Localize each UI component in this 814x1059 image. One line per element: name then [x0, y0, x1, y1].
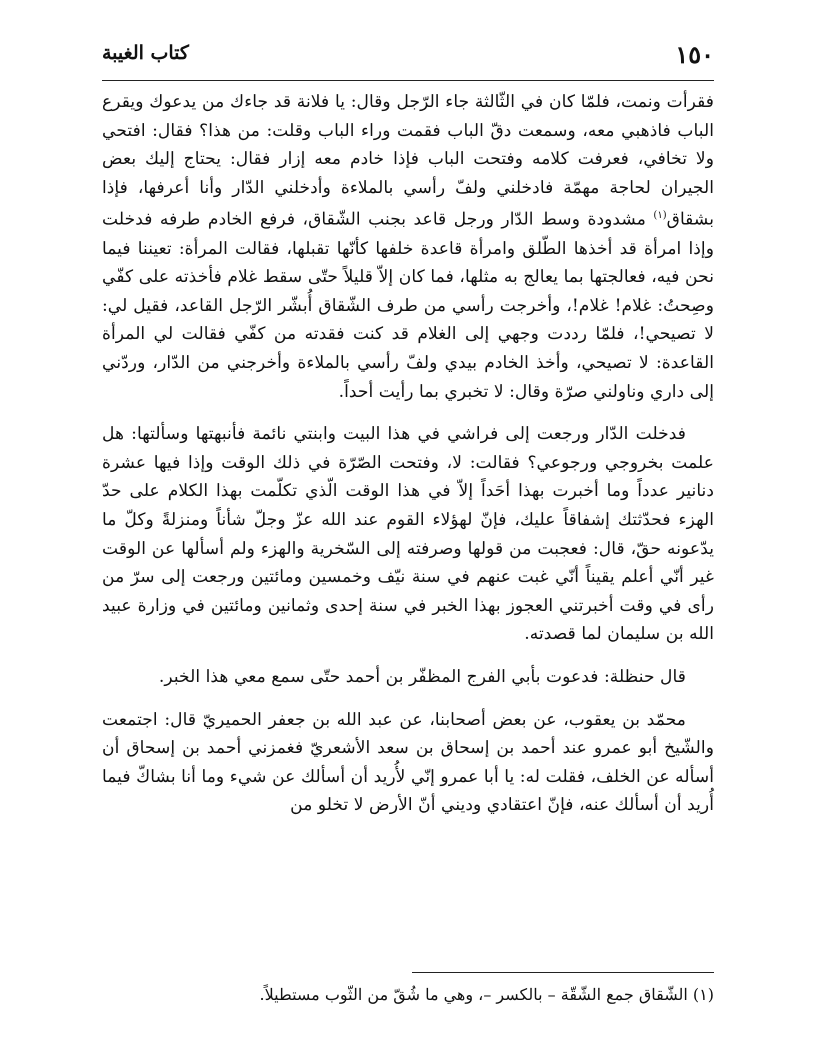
running-title: كتاب الغيبة — [102, 42, 189, 64]
footnote-reference[interactable]: (١) — [653, 210, 667, 222]
paragraph-1-text-before: فقرأت ونمت، فلمّا كان في الثّالثة جاء الرّجل وقال: يا فلانة قد جاءك من يدعوك ويقرع الباب فاذهبي معه، وسمعت دقّ الباب فقمت وراء الباب وقلت: من هذا؟ فقال: افتحي ولا تخافي، فعرفت كلامه وفتحت الباب فإذا خادم معه إزار فقال: يحتاج إليك بعض الجيران لحاجة مهمّة فادخلني ولفّ رأسي بالملاءة وأدخلني الدّار وأنا أعرفها، فإذا بشقاق — [102, 92, 714, 231]
paragraph-1-text-after: مشدودة وسط الدّار ورجل قاعد بجنب الشّقاق، فرفع الخادم طرفه فدخلت وإذا امرأة قد أخذها الطّلق وامرأة قاعدة خلفها كأنّها تقبلها، فقالت المرأة: تعيننا فيما نحن فيه، فعالجتها بما يعالج به مثلها، فما كان إلاّ قليلاً حتّى سقط غلام فأخذته على كفّي وصِحتُ: غلام! غلام!، وأخرجت رأسي من طرف الشّقاق أُبشّر الرّجل القاعد، فقيل لي: لا تصيحي!، فلمّا رددت وجهي إلى الغلام قد كنت فقدته من كفّي فقالت لي المرأة القاعدة: لا تصيحي، وأخذ الخادم بيدي ولفّ رأسي بالملاءة وأخرجني من الدّار، وردّني إلى داري وناولني صرّة وقال: لا تخبري بما رأيت أحداً. — [102, 210, 714, 402]
footnote-marker: (١) — [692, 985, 714, 1004]
header-rule — [102, 80, 714, 81]
footnote — [102, 982, 714, 1008]
paragraph-spacer — [102, 406, 714, 420]
footnote-rule — [412, 972, 714, 973]
paragraph-3: قال حنظلة: فدعوت بأبي الفرج المظفّر بن أحمد حتّى سمع معي هذا الخبر. — [158, 667, 686, 688]
page-number: ١٥٠ — [675, 40, 714, 69]
body-text — [102, 88, 714, 820]
paragraph-4: محمّد بن يعقوب، عن بعض أصحابنا، عن عبد الله بن جعفر الحميريّ قال: اجتمعت والشّيخ أبو عمرو عند أحمد بن إسحاق بن سعد الأشعريّ فغمزني أحمد بن إسحاق أن أسأله عن الخلف، فقلت له: يا أبا عمرو إنّي لأُريد أن أسألك عن شيء وما أنا بشاكّ فيما أُريد أن أسألك عنه، فإنّ اعتقادي وديني أنّ الأرض لا تخلو من — [102, 709, 714, 816]
paragraph-spacer — [102, 692, 714, 706]
footnote-text: الشّقاق جمع الشّقّة – بالكسر –، وهي ما شُقّ من الثّوب مستطيلاً. — [259, 985, 688, 1004]
paragraph-spacer — [102, 649, 714, 663]
paragraph-2: فدخلت الدّار ورجعت إلى فراشي في هذا البيت وابنتي نائمة فأنبهتها وسألتها: هل علمت بخروجي ورجوعي؟ فقالت: لا، وفتحت الصّرّة في ذلك الوقت وإذا فيها عشرة دنانير عدداً وما أخبرت بهذا أحَداً إلاّ في هذا الوقت الّذي تكلّمت بهذا الكلام على حدّ الهزء فحدّثتك إشفاقاً عليك، فإنّ لهؤلاء القوم عند الله عزّ وجلّ شأناً ومنزلةً وكلّ ما يدّعونه حقّ، قال: فعجبت من قولها وصرفته إلى السّخرية والهزء ولم أسألها عن الوقت غير أنّي أعلم يقيناً أنّي غبت عنهم في سنة نيّف وخمسين ومائتين ورجعت إلى سرّ من رأى في وقت أخبرتني العجوز بهذا الخبر في سنة إحدى وثمانين ومائتين في وزارة عبيد الله بن سليمان لما قصدته. — [102, 424, 714, 645]
paragraph-1 — [102, 88, 714, 406]
page-header — [102, 34, 714, 74]
